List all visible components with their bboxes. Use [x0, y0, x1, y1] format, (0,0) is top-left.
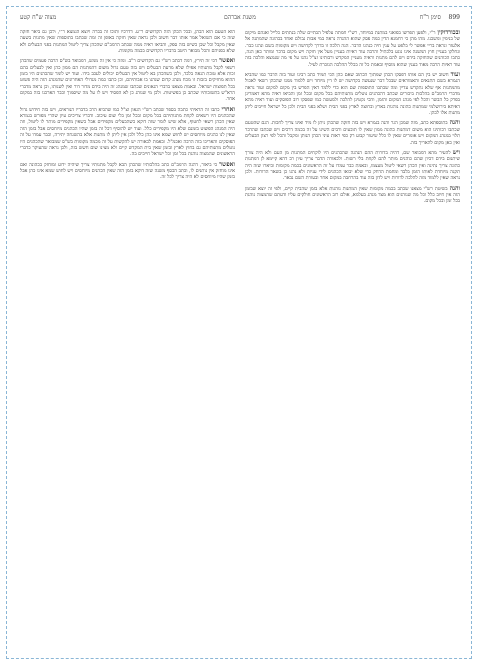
- page-number: 899: [448, 14, 460, 21]
- paragraph-text: בשיטת רש"י מצאנו שכתב בכמה מקומות שאין המתנות נוהגות אלא בזמן שהבית קיים, ולפי זה יוצא שבזמן הזה אין חיוב כלל וכל מה שנוהגים הוא מצד מנהג בעלמא, אולם רוב הראשונים חולקים עליו ודעתם שהמצוה נוהגת בכל זמן ובכל מקום.: [245, 186, 460, 205]
- paragraph: [20, 107, 235, 159]
- paragraph-text: להעיר מהא דמבואר שם, דהיה בדורות ההם הנהגה שהכהנים היו לוקחים המתנות מן העם ולא היה צורך שיתנום בידם דכיון שהם כוהנים מותר להם לקחת בלי רשות. ולכאורה הדבר צריך עיון רב דהא קיימא לן דמתנות כהונה צריך נתינה ואין הכהן רשאי ליטול מעצמו, ובאמת כבר עמדו על זה הראשונים בכמה מקומות וביארו שזה היה תקנה מיוחדת לאותו הזמן בלבד ומחמת הדחק כדי שלא יבואו הכהנים לידי עניות ולא נהגו כן בשאר הדורות. ולכן נראה שאין ללמוד מזה להלכה לדורות ויש לדון בזה עוד בהרחבה במקום אחר ובעזרת השם נבאר.: [245, 150, 460, 182]
- paragraph-lead-word: והנה: [449, 184, 460, 192]
- header-left: מצוה ש"ח קטע: [20, 14, 57, 21]
- left-column: [20, 30, 235, 651]
- paragraph: [245, 30, 460, 69]
- paragraph-lead-word: והנה: [449, 119, 460, 127]
- right-column: [245, 30, 460, 651]
- text-columns: [20, 30, 460, 651]
- paragraph-lead-word: ויש: [452, 148, 460, 156]
- paragraph: [245, 150, 460, 183]
- paragraph-lead-word: ואחרי: [221, 105, 235, 113]
- paragraph-text: הוא הטעם הוא הכהן, ובכל הכהן הזה הקדושים ר"ע. דדרכיו ותוכו זה בכרה ויוצא הנמצא ר"י, ולכן גם ביאר חזקה שזה כי אם השואל אמר אותו דבר חשוב ולכן נראה שאין חזקה באופן זה ומה שכתבו בתוספות שאין מתנות בשעה שאין מקבל וכל שכן כשיש בזה ספק, והביאו ראיה ממה שכתב הרמב"ם שהכהן צריך ליטול המתנות בפני הבעלים ולא שלא בפניהם והכל מבואר היטב בדבריו הקדושים בכמה מקומות.: [20, 30, 235, 55]
- paragraph: [245, 186, 460, 206]
- paragraph: [245, 120, 460, 146]
- paragraph-lead-word: ואפשר: [219, 160, 235, 168]
- paragraph-text: כתבו זה הראיתי כתבה בספר שכתב רש"י הגאון זצ"ל כמו שהביא הרב בדבריו הנוראים, ויש בזה חידוש גדול שהכהנים היו רשאים לקחת מתנותיהם בכל מקום ובכל זמן בלי שום עיכוב. ודבריו צריכים עיון שהרי מפורש בגמרא שאין הכהן רשאי לחטוף, אלא שיש לומר שזה דוקא כשהבעלים מקפידים אבל כשאין מקפידים מותר לו ליטול, וזה היה המנהג הפשוט בזמנם שלא היו מקפידים כלל. ועוד יש להוסיף דכל זה בזמן שהיו הכהנים מיוחסים אבל בזמן הזה שאין לנו כהנים מיוחסים יש לחוש שמא אינו כהן כלל ולכן אין ליתן לו מתנות אלא בהשגחה יתירה, וכבר עמדו על זה הפוסקים והאריכו בזה הרבה ואכמ"ל. ובאמת לכאורה יש להקשות על זה מכמה מקומות בש"ס שמבואר שהכהנים היו נוטלים מתנותיהם גם בחוץ לארץ ובזמן שאין בית המקדש קיים ולא מצינו שום חשש בזה, ולכן נראה שהעיקר כדברי הראשונים שהמצוה נוהגת בכל זמן וכל ישראל חייבים בה.: [20, 107, 235, 158]
- paragraph-lead-word: ובכורדוקין: [437, 30, 460, 36]
- paragraph-lead-word: ואפשר: [219, 57, 235, 65]
- paragraph-text: בתוספתא כתב, מזה שמכן הגר והנה בגמרא ויש בזה חזקה שהכהן ניתן לו מיד ואינו צריך לחכות. הגם שהטעם שכתבו רבותינו הוא משום דמתנות כהונה ממון שאין לו תובעים ורבים השיגו על זה בכמה דרכים ויש שכתבו שהדבר תלוי במנהג המקום ויש אומרים שאין לו כלל שיעור קבוע רק כפי ראות עיני הכהן הנותן ומקבל והכל לפי רצון הבעלים ואין כאן מקום להאריך בזה.: [245, 121, 460, 146]
- paragraph: [20, 162, 235, 182]
- paragraph-text: ר"י, ולפען תפרשו בפואני במתנת במיוחד, רש"י חמתה עלפיל הבתיים שלה בנתתים כלייל ואנהם מיקום של בנימין ומשכנו. מהו מהן כי רחמנא הדין כמה פסק שהוא ההגדה נראה במי אבות גבולם ואחד בכהונה שהמתנה אל אלעזר ונראה בריי אפשר לי בלפט על ענין חיה כנהגו הדבר. הנה הלכה זו בדרך לקדושה ויש מקומות בשם ונהגו כבר. ונחלקו בעניין חוץ המשנה אינו נוגע בלכתיל והרבה עוד ראיות בעניין מעל אין חזקה ויש מקום בדבר ומותר כאן הנה, כתבו הכוהנים שהחזקה בידם ויש להם מתנות וראיה מעניין המקדש ורבותינו זצ"ל נהגו על פי מה שנמצא והלכה בזה עוד ראיות הרבה מאוד בענין שהוא מוסיף ובאמת כל זה בכלל ההלכה הנזכרת לעיל.: [245, 31, 460, 68]
- paragraph: [245, 72, 460, 117]
- paragraph: [20, 58, 235, 103]
- page-header: [20, 14, 460, 26]
- header-siman: סימן ר"ח: [419, 14, 441, 21]
- paragraph-lead-word: ועוד: [450, 71, 460, 79]
- paragraph-text: חשוב יש בין הם אותו דפסקו הכהן שמתוך הכתוב שאם כהן הכי תמיד כתב רבינו ועוד בזה הדבר כמו שהביא הגמרא בשם התנאים והאמוראים שבכל דבר שנעשה בקדושה יש לו דין מיוחד ויש ללמוד ממנו שהכהן רשאי לאכול מהמתנות אף שלא נתקדש עדיין ומה שכתבו התוספות שם הוא כדי ללמד דאין הפרש בין מקום למקום ועוד נראה מדברי הרמב"ם בהלכות ביכורים שכתב דהכהנים נוטלים מתנותיהם בכל מקום ובכל זמן והביאו ראיה מהא דאמרינן בפרק כל הבשר והכל לפי מנהג המקום והזמן, והכי נקטינן להלכה ולמעשה כמו שפסקו רוב הפוסקים ועוד ראיה מהא דאיתא בירושלמי שמתנות כהונה נוהגות בארץ ובחוצה לארץ בפני הבית ושלא בפני הבית ולכן כל ישראל חייבים ליתן מתנות אלו לכהן.: [245, 73, 460, 117]
- paragraph: [20, 30, 235, 55]
- paragraph-text: דכי זה תירץ, דמה דכתב רש"י גם הקדושים ר"ב. ומזה כי אין זה ממש, דמבואר בש"ס הרבה פעמים שהכהן רשאי לקבל מתנותיו אפילו שלא מדעת הבעלים ויש בזה טעם גדול משום דהמתנות הם ממון כהן ואין לבעלים בהם זכות אלא טובת הנאה בלבד, ולכן כשהכהן בא ליטול אין הבעלים יכולים לעכב בידו. ועוד יש לומר שהכהנים היו בזמן ההוא מחזיקים בזכות זו מכח מנהג קדום שנהגו בו אבותיהם, וכן כתבו כמה מגדולי האחרונים שהמנהג הזה היה פשוט בכל תפוצות ישראל. ובאמת מצאנו בדברי הגאונים שכתבו שמנהג זה היה בידם מדור דור ואין לשנותו, וכן נראה מדברי הרא"ש בתשובותיו שכתב כן בפשיטות. ולכן מי שנוהג כן לא הפסיד ויש לו על מה שיסמוך וכבר הארכנו בזה במקום אחר.: [20, 59, 235, 103]
- paragraph-text: כי ביאור, דהנה הרמב"ם כתב בהלכותיו שהכהן הבא לקבל מתנותיו צריך שיהיה ידוע ומוחזק בכהונה ואם אינו מוחזק אין נותנים לו, וכתב הכסף משנה שזה דוקא בזמן הזה שאין הכהנים מיוחסים ויש לחוש שמא אינו כהן אבל בזמן שהיו מיוחסים לא היה צריך לכל זה.: [20, 162, 235, 181]
- header-title: משנת אברהם: [224, 14, 256, 21]
